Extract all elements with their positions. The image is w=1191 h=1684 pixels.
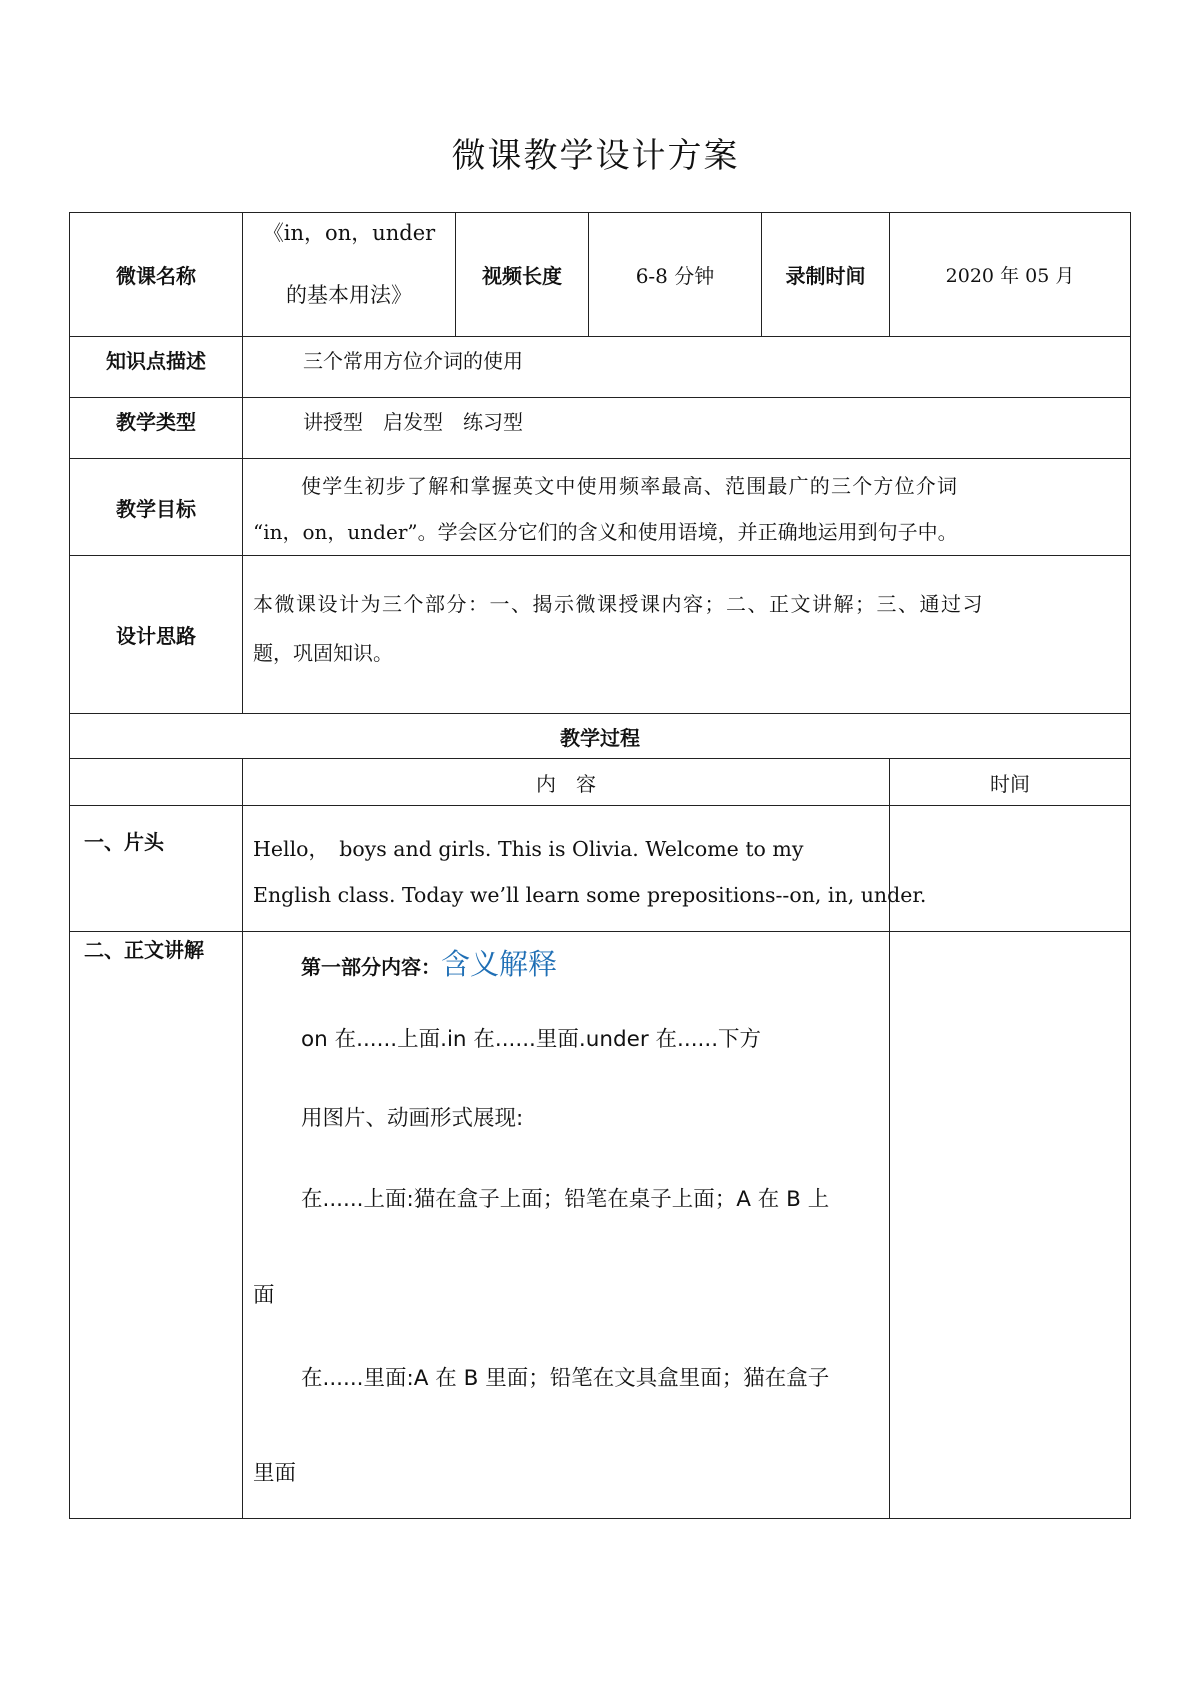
meaning-line: on 在......上面.in 在......里面.under 在......下方 bbox=[301, 1027, 762, 1052]
design-line2: 题，巩固知识。 bbox=[253, 641, 393, 665]
objective-row bbox=[70, 459, 1131, 556]
design-row bbox=[70, 556, 1131, 714]
part1-title: 含义解释 bbox=[441, 947, 558, 981]
section1-label: 一、片头 bbox=[70, 806, 243, 932]
section1-row bbox=[70, 806, 1131, 932]
video-length-value: 6-8 分钟 bbox=[589, 213, 762, 337]
teaching-type-value: 讲授型 启发型 练习型 bbox=[243, 398, 1131, 459]
objective-line1: 使学生初步了解和掌握英文中使用频率最高、范围最广的三个方位介词 bbox=[301, 474, 959, 498]
course-name-value bbox=[243, 213, 456, 337]
objective-label: 教学目标 bbox=[70, 459, 243, 556]
design-label: 设计思路 bbox=[70, 556, 243, 714]
section2-label: 二、正文讲解 bbox=[70, 932, 243, 1519]
record-time-value: 2020 年 05 月 bbox=[890, 213, 1131, 337]
knowledge-row bbox=[70, 337, 1131, 398]
in-example-line1: 在......里面:A 在 B 里面；铅笔在文具盒里面；猫在盒子 bbox=[301, 1366, 830, 1391]
design-value bbox=[243, 556, 1131, 714]
process-blank-cell bbox=[70, 759, 243, 806]
record-time-label: 录制时间 bbox=[762, 213, 890, 337]
design-line1: 本微课设计为三个部分：一、揭示微课授课内容；二、正文讲解；三、通过习 bbox=[253, 592, 984, 616]
course-name-label: 微课名称 bbox=[70, 213, 243, 337]
display-line: 用图片、动画形式展现: bbox=[301, 1106, 524, 1131]
knowledge-label: 知识点描述 bbox=[70, 337, 243, 398]
course-name-line2: 的基本用法》 bbox=[286, 283, 412, 307]
section1-line1: Hello， boys and girls. This is Olivia. Welcome to my bbox=[253, 837, 804, 861]
time-column-header: 时间 bbox=[890, 759, 1131, 806]
lesson-plan-table bbox=[69, 212, 1131, 1519]
part1-heading bbox=[253, 942, 889, 986]
process-heading: 教学过程 bbox=[70, 714, 1131, 759]
section2-content bbox=[243, 932, 890, 1519]
section1-time bbox=[890, 806, 1131, 932]
course-name-line1: 《in，on，under bbox=[262, 221, 436, 245]
objective-value bbox=[243, 459, 1131, 556]
content-column-header: 内 容 bbox=[243, 759, 890, 806]
on-example-line1: 在......上面:猫在盒子上面；铅笔在桌子上面；A 在 B 上 bbox=[301, 1187, 830, 1212]
section2-time bbox=[890, 932, 1131, 1519]
in-example-line2: 里面 bbox=[253, 1461, 297, 1486]
section1-line2: English class. Today we’ll learn some prepositions--on, in, under. bbox=[253, 883, 927, 907]
section2-row bbox=[70, 932, 1131, 1519]
process-columns-row bbox=[70, 759, 1131, 806]
page-title: 微课教学设计方案 bbox=[451, 136, 740, 176]
on-example-line2: 面 bbox=[253, 1283, 275, 1308]
section1-content bbox=[243, 806, 927, 932]
objective-line2: “in，on，under”。学会区分它们的含义和使用语境，并正确地运用到句子中。 bbox=[253, 520, 958, 544]
video-length-label: 视频长度 bbox=[456, 213, 589, 337]
part1-label: 第一部分内容： bbox=[301, 955, 441, 979]
teaching-type-row bbox=[70, 398, 1131, 459]
knowledge-value: 三个常用方位介词的使用 bbox=[243, 337, 1131, 398]
teaching-type-label: 教学类型 bbox=[70, 398, 243, 459]
header-row bbox=[70, 213, 1131, 337]
process-heading-row bbox=[70, 714, 1131, 759]
